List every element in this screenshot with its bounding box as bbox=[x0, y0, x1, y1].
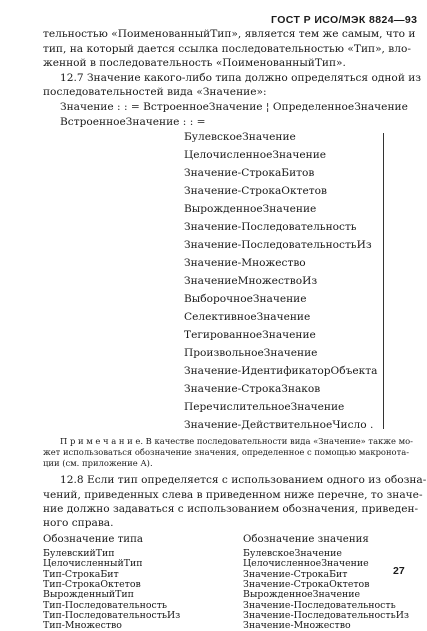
table-cell-value: БулевскоеЗначение bbox=[243, 548, 342, 559]
intro-line-2: тип, на который дается ссылка последовательностью «Тип», вло- bbox=[43, 43, 411, 55]
clause-12-7-line-2: последовательностей вида «Значение»: bbox=[43, 86, 267, 98]
page-number: 27 bbox=[393, 565, 405, 577]
clause-12-8-line-4: ного справа. bbox=[43, 517, 114, 529]
page-header: ГОСТ Р ИСО/МЭК 8824—93 bbox=[271, 14, 418, 26]
builtin-value-item: Значение-ДействительноеЧисло . bbox=[184, 419, 374, 431]
rule-builtin: ВстроенноеЗначение : : = bbox=[60, 116, 206, 128]
builtin-value-item: ПеречислительноеЗначение bbox=[184, 401, 345, 413]
table-cell-type: ВырожденныйТип bbox=[43, 589, 134, 601]
note-line-1: П р и м е ч а н и е. В качестве последовательности вида «Значение» также мо- bbox=[60, 436, 414, 446]
alternation-bar bbox=[383, 133, 384, 429]
table-cell-type: Тип-СтрокаБит bbox=[43, 568, 119, 580]
builtin-value-item: ВыборочноеЗначение bbox=[184, 293, 307, 305]
table-cell-value: Значение-СтрокаОктетов bbox=[243, 578, 370, 590]
table-cell-value: Значение-Множество bbox=[243, 620, 351, 631]
intro-line-1: тельностью «ПоименованныйТип», является тем же самым, что и bbox=[43, 28, 416, 40]
clause-12-7-line-1: 12.7 Значение какого-либо типа должно определяться одной из bbox=[60, 72, 422, 84]
note-line-3: ции (см. приложение А). bbox=[43, 458, 153, 468]
table-cell-type: Тип-Множество bbox=[43, 620, 122, 631]
builtin-value-item: СелективноеЗначение bbox=[184, 311, 311, 323]
rule-value: Значение : : = ВстроенноеЗначение ¦ ОпределенноеЗначение bbox=[60, 101, 408, 113]
table-cell-type: БулевскийТип bbox=[43, 548, 115, 559]
builtin-value-item: ВырожденноеЗначение bbox=[184, 203, 317, 215]
table-cell-value: Значение-СтрокаБит bbox=[243, 568, 348, 580]
table-cell-type: Тип-СтрокаОктетов bbox=[43, 578, 141, 590]
table-cell-value: Значение-Последовательность bbox=[243, 599, 396, 611]
builtin-value-item: БулевскоеЗначение bbox=[184, 131, 296, 143]
table-cell-value: ЦелочисленноеЗначение bbox=[243, 558, 369, 570]
builtin-value-item: ЦелочисленноеЗначение bbox=[184, 149, 327, 161]
builtin-value-item: Значение-ИдентификаторОбъекта bbox=[184, 365, 378, 377]
table-cell-type: ЦелочисленныйТип bbox=[43, 558, 143, 570]
intro-line-3: женной в последовательность «ПоименованныйТип». bbox=[43, 57, 346, 69]
note-line-2: жет использоваться обозначение значения, определенное с помощью макронота- bbox=[43, 447, 410, 457]
builtin-value-item: Значение-ПоследовательностьИз bbox=[184, 239, 372, 251]
builtin-value-item: Значение-Последовательность bbox=[184, 221, 357, 233]
table-header-left: Обозначение типа bbox=[43, 534, 143, 545]
clause-12-8-line-1: 12.8 Если тип определяется с использованием одного из обозна- bbox=[60, 474, 427, 486]
builtin-value-item: Значение-СтрокаБитов bbox=[184, 167, 315, 179]
builtin-value-item: ЗначениеМножествоИз bbox=[184, 275, 318, 287]
table-cell-value: ВырожденноеЗначение bbox=[243, 589, 361, 601]
builtin-value-item: ТегированноеЗначение bbox=[184, 329, 316, 341]
clause-12-8-line-2: чений, приведенных слева в приведенном ниже перечне, то значе- bbox=[43, 489, 423, 501]
table-cell-type: Тип-ПоследовательностьИз bbox=[43, 609, 181, 621]
table-cell-type: Тип-Последовательность bbox=[43, 599, 168, 611]
table-header-right: Обозначение значения bbox=[243, 534, 369, 545]
table-cell-value: Значение-ПоследовательностьИз bbox=[243, 609, 410, 621]
builtin-value-item: Значение-Множество bbox=[184, 257, 306, 269]
builtin-value-item: ПроизвольноеЗначение bbox=[184, 347, 318, 359]
clause-12-8-line-3: ние должно задаваться с использованием обозначения, приведен- bbox=[43, 503, 419, 515]
builtin-value-item: Значение-СтрокаОктетов bbox=[184, 185, 327, 197]
builtin-value-item: Значение-СтрокаЗнаков bbox=[184, 383, 321, 395]
